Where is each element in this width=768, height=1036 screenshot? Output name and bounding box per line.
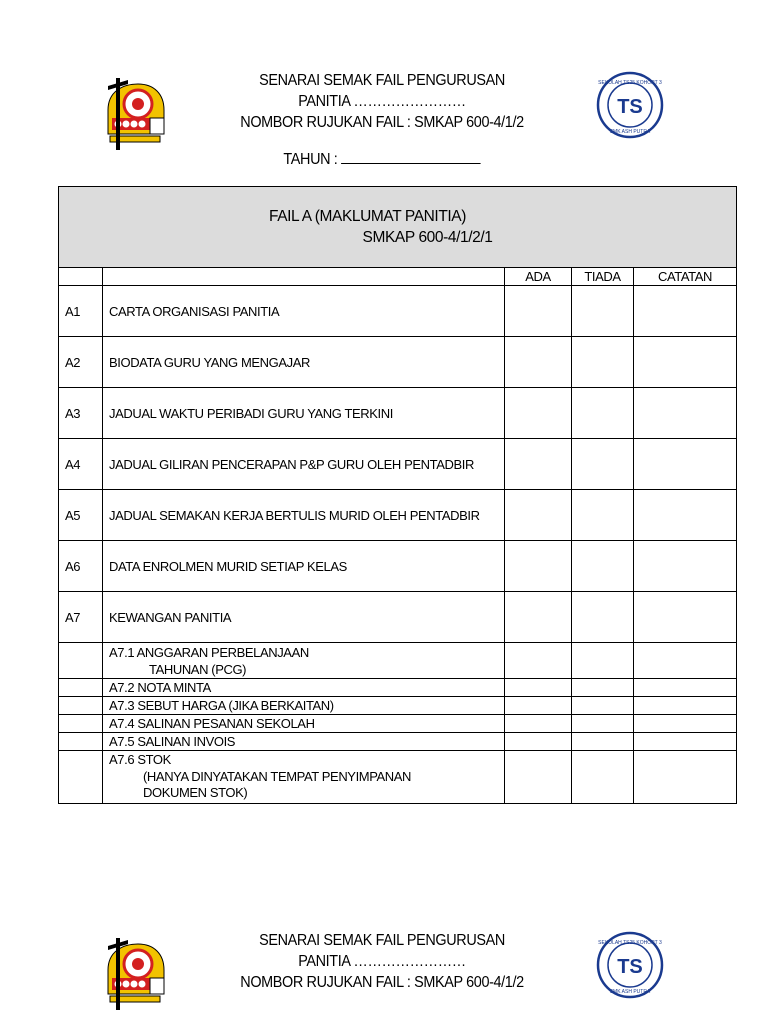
- tiada-cell[interactable]: [572, 541, 634, 592]
- header-line-1: SENARAI SEMAK FAIL PENGURUSAN: [259, 72, 505, 89]
- ada-cell[interactable]: [505, 337, 572, 388]
- badge-monogram: TS: [617, 956, 643, 978]
- header-line-2: PANITIA ……………………: [298, 953, 466, 970]
- tiada-cell[interactable]: [572, 715, 634, 733]
- catatan-cell[interactable]: [634, 337, 737, 388]
- column-header-ada: ADA: [505, 268, 572, 286]
- table-row: [59, 679, 737, 697]
- table-title-line-1: FAIL A (MAKLUMAT PANITIA): [269, 208, 467, 225]
- header-title-block: [203, 70, 560, 170]
- tiada-cell[interactable]: [572, 751, 634, 804]
- blank-code-cell: [59, 751, 103, 804]
- tahun-label: TAHUN :: [283, 151, 338, 168]
- table-title-row: [59, 187, 737, 268]
- table-title-line-2: SMKAP 600-4/1/2/1: [362, 229, 493, 246]
- blank-code-cell: [59, 679, 103, 697]
- tiada-cell[interactable]: [572, 643, 634, 679]
- school-badge-logo-right: [596, 931, 664, 999]
- item-label: BIODATA GURU YANG MENGAJAR: [103, 337, 505, 388]
- subitem-line-2: (HANYA DINYATAKAN TEMPAT PENYIMPANAN: [143, 768, 412, 784]
- tiada-cell[interactable]: [572, 439, 634, 490]
- school-crest-logo-left: [98, 934, 170, 1014]
- subitem-line-1: A7.1 ANGGARAN PERBELANJAAN: [109, 644, 309, 660]
- blank-code-cell: [59, 643, 103, 679]
- ada-cell[interactable]: [505, 715, 572, 733]
- blank-header-cell: [59, 268, 103, 286]
- tiada-cell[interactable]: [572, 679, 634, 697]
- column-header-row: [59, 268, 737, 286]
- item-label: JADUAL GILIRAN PENCERAPAN P&P GURU OLEH PENTADBIR: [103, 439, 505, 490]
- header-line-2: PANITIA ……………………: [298, 93, 466, 110]
- tiada-cell[interactable]: [572, 697, 634, 715]
- ada-cell[interactable]: [505, 592, 572, 643]
- table-title-cell: [59, 187, 737, 268]
- subitem-line-2: TAHUNAN (PCG): [149, 661, 247, 677]
- item-code: A2: [59, 337, 103, 388]
- tiada-cell[interactable]: [572, 337, 634, 388]
- catatan-cell[interactable]: [634, 751, 737, 804]
- item-label: JADUAL WAKTU PERIBADI GURU YANG TERKINI: [103, 388, 505, 439]
- badge-ring-bottom: SMK ASH PUTRA: [609, 989, 651, 995]
- catatan-cell[interactable]: [634, 643, 737, 679]
- table-row: [59, 592, 737, 643]
- table-row: [59, 751, 737, 804]
- subitem-line-1: A7.6 STOK: [109, 752, 171, 768]
- table-row: [59, 541, 737, 592]
- badge-ring-top: SEKOLAH TS25 KOHORT 3: [598, 940, 662, 946]
- item-code: A7: [59, 592, 103, 643]
- ada-cell[interactable]: [505, 490, 572, 541]
- catatan-cell[interactable]: [634, 439, 737, 490]
- school-badge-logo-right: [596, 71, 664, 139]
- header-line-3: NOMBOR RUJUKAN FAIL : SMKAP 600-4/1/2: [240, 114, 524, 131]
- subitem-label: A7.5 SALINAN INVOIS: [103, 733, 505, 751]
- ada-cell[interactable]: [505, 643, 572, 679]
- table-row: [59, 286, 737, 337]
- school-crest-logo-left: [98, 74, 170, 154]
- table-row: [59, 643, 737, 679]
- blank-code-cell: [59, 697, 103, 715]
- ada-cell[interactable]: [505, 388, 572, 439]
- badge-monogram: TS: [617, 96, 643, 118]
- catatan-cell[interactable]: [634, 490, 737, 541]
- item-label: JADUAL SEMAKAN KERJA BERTULIS MURID OLEH PENTADBIR: [103, 490, 505, 541]
- item-code: A5: [59, 490, 103, 541]
- catatan-cell[interactable]: [634, 541, 737, 592]
- table-row: [59, 388, 737, 439]
- header-line-3: NOMBOR RUJUKAN FAIL : SMKAP 600-4/1/2: [240, 974, 524, 991]
- catatan-cell[interactable]: [634, 679, 737, 697]
- tiada-cell[interactable]: [572, 592, 634, 643]
- catatan-cell[interactable]: [634, 388, 737, 439]
- table-row: [59, 439, 737, 490]
- tiada-cell[interactable]: [572, 286, 634, 337]
- item-code: A1: [59, 286, 103, 337]
- item-label: DATA ENROLMEN MURID SETIAP KELAS: [103, 541, 505, 592]
- item-code: A3: [59, 388, 103, 439]
- subitem-label: [103, 643, 505, 679]
- next-page-header: [0, 926, 768, 1036]
- catatan-cell[interactable]: [634, 697, 737, 715]
- table-row: [59, 733, 737, 751]
- catatan-cell[interactable]: [634, 286, 737, 337]
- ada-cell[interactable]: [505, 286, 572, 337]
- catatan-cell[interactable]: [634, 733, 737, 751]
- table-row: [59, 490, 737, 541]
- table-row: [59, 337, 737, 388]
- badge-ring-bottom: SMK ASH PUTRA: [609, 129, 651, 135]
- blank-code-cell: [59, 733, 103, 751]
- header-line-1: SENARAI SEMAK FAIL PENGURUSAN: [259, 932, 505, 949]
- ada-cell[interactable]: [505, 541, 572, 592]
- column-header-catatan: CATATAN: [634, 268, 737, 286]
- tiada-cell[interactable]: [572, 733, 634, 751]
- checklist-table: [58, 186, 737, 804]
- item-code: A4: [59, 439, 103, 490]
- subitem-label: A7.4 SALINAN PESANAN SEKOLAH: [103, 715, 505, 733]
- catatan-cell[interactable]: [634, 592, 737, 643]
- column-header-tiada: TIADA: [572, 268, 634, 286]
- subitem-label: A7.3 SEBUT HARGA (JIKA BERKAITAN): [103, 697, 505, 715]
- catatan-cell[interactable]: [634, 715, 737, 733]
- subitem-line-3: DOKUMEN STOK): [143, 785, 248, 801]
- item-code: A6: [59, 541, 103, 592]
- subitem-label: A7.2 NOTA MINTA: [103, 679, 505, 697]
- ada-cell[interactable]: [505, 697, 572, 715]
- tahun-blank-line: [341, 149, 480, 164]
- ada-cell[interactable]: [505, 679, 572, 697]
- tahun-field: [203, 149, 560, 170]
- table-row: [59, 715, 737, 733]
- tiada-cell[interactable]: [572, 388, 634, 439]
- tiada-cell[interactable]: [572, 490, 634, 541]
- ada-cell[interactable]: [505, 751, 572, 804]
- item-label: KEWANGAN PANITIA: [103, 592, 505, 643]
- page-header: [0, 66, 768, 176]
- badge-ring-top: SEKOLAH TS25 KOHORT 3: [598, 80, 662, 86]
- ada-cell[interactable]: [505, 439, 572, 490]
- item-label: CARTA ORGANISASI PANITIA: [103, 286, 505, 337]
- blank-code-cell: [59, 715, 103, 733]
- blank-header-cell: [103, 268, 505, 286]
- subitem-label: [103, 751, 505, 804]
- table-row: [59, 697, 737, 715]
- ada-cell[interactable]: [505, 733, 572, 751]
- header-title-block: [203, 930, 560, 993]
